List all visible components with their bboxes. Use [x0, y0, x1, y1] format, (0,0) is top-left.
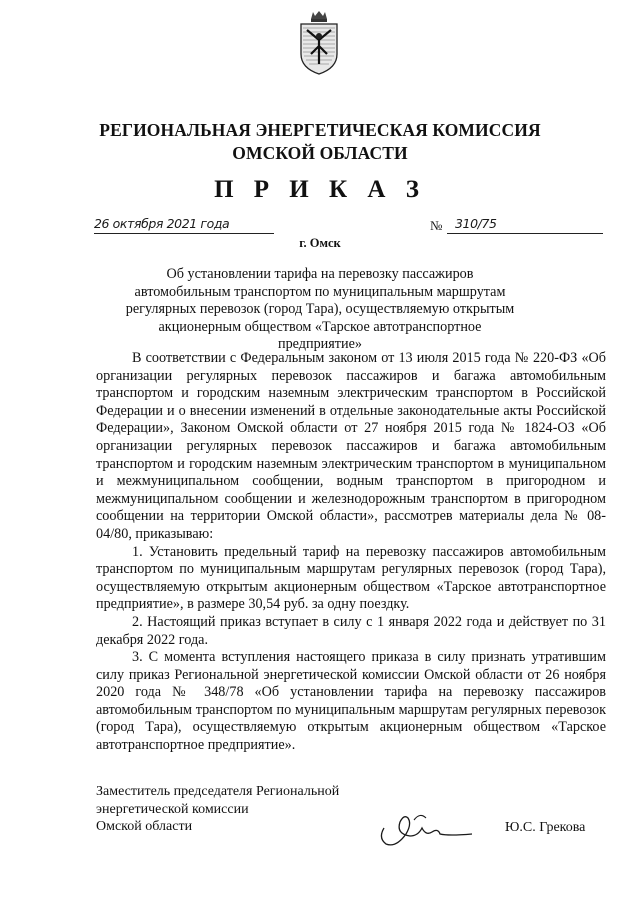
preamble-paragraph: В соответствии с Федеральным законом от 13 июля 2015 года № 220-ФЗ «Об организации регулярных перевозок пассажиров и багажа автомобильным транспортом и городским наземным электрическим транспортом в Российской Федерации и о внесении изменений в отдельные законодательные акты Российской Федерации», Законом Омской области от 27 ноября 2015 года № 1824-ОЗ «Об организации регулярных перевозок пассажиров и багажа автомобильным транспортом и городским наземным электрическим транспортом в муниципальном и межмуниципальном сообщении, водным транспортом в пригородном и межмуниципальном сообщении и железнодорожным транспортом в пригородном сообщении на территории Омской области», рассмотрев материалы дела № 08-04/80, приказываю: [96, 350, 606, 542]
clause-2-paragraph: 2. Настоящий приказ вступает в силу с 1 января 2022 года и действует по 31 декабря 2022 года. [96, 613, 606, 648]
clause-3-paragraph: 3. С момента вступления настоящего приказа в силу признать утратившим силу приказ Региональной энергетической комиссии Омской области от 26 ноября 2020 года № 348/78 «Об установлении тарифа на перевозку пассажиров автомобильным транспортом по муниципальным маршрутам регулярных перевозок (город Тара), осуществляемую открытым акционерным обществом «Тарское автотранспортное предприятие». [96, 649, 606, 754]
coat-of-arms-icon [299, 10, 339, 76]
signatory-title-line: энергетической комиссии [96, 801, 249, 817]
document-type-title: П Р И К А З [214, 176, 426, 203]
number-underline [447, 233, 603, 234]
clause-1-paragraph: 1. Установить предельный тариф на перевозку пассажиров автомобильным транспортом по муниципальным маршрутам регулярных перевозок (город Тара), осуществляемую открытым акционерным обществом «Тарское автотранспортное предприятие», в размере 30,54 руб. за одну поездку. [96, 543, 606, 613]
order-subject: Об установлении тарифа на перевозку пассажиров автомобильным транспортом по муниципальным маршрутам регулярных перевозок (город Тара), осуществляемую открытым акционерным обществом «Тарское автотранспортное предприятие» [125, 266, 515, 353]
signatory-title-line: Омской области [96, 819, 193, 835]
handwritten-order-number: 310/75 [455, 216, 497, 231]
number-label: № [430, 218, 443, 233]
commission-name-line1: РЕГИОНАЛЬНАЯ ЭНЕРГЕТИЧЕСКАЯ КОМИССИЯ [99, 120, 541, 140]
handwritten-date: 26 октября 2021 года [94, 216, 230, 231]
handwritten-signature-icon [376, 806, 476, 848]
signatory-name: Ю.С. Грекова [505, 820, 586, 835]
signatory-title-line: Заместитель председателя Региональной [96, 784, 340, 799]
commission-name-line2: ОМСКОЙ ОБЛАСТИ [232, 143, 408, 163]
city-label: г. Омск [299, 236, 341, 250]
date-underline [94, 233, 274, 234]
signatory-title [96, 783, 339, 836]
order-body [96, 350, 606, 755]
